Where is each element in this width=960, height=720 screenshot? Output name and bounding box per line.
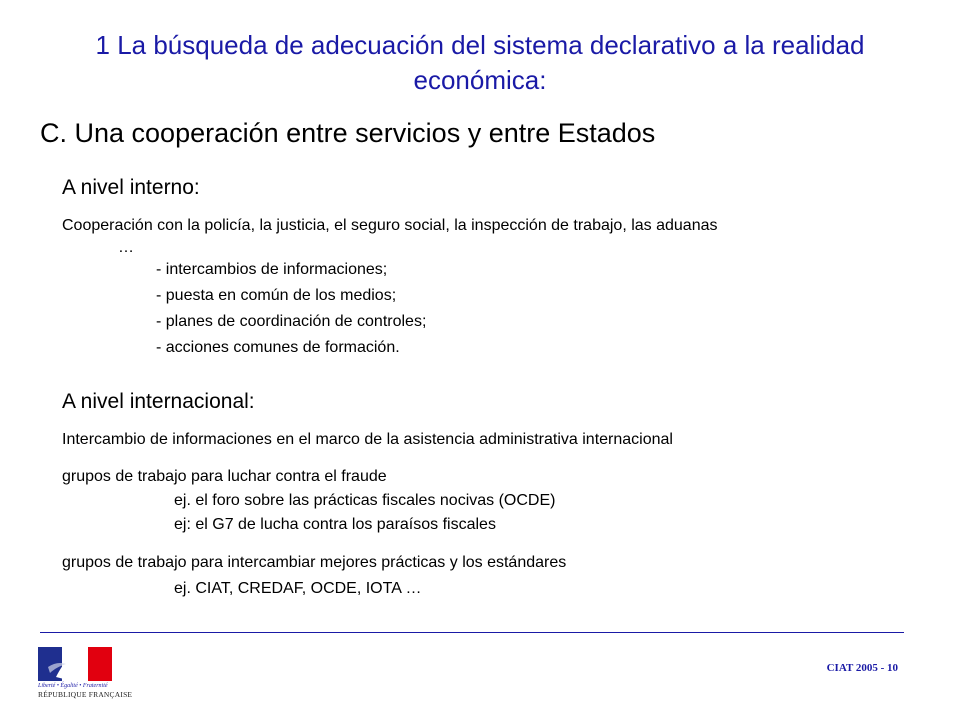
internal-item: - acciones comunes de formación. <box>156 339 400 356</box>
slide-code: CIAT 2005 - 10 <box>826 662 898 674</box>
footer-divider <box>40 632 904 633</box>
marianne-flag-icon <box>38 647 112 681</box>
logo-name: RÉPUBLIQUE FRANÇAISE <box>38 690 133 699</box>
example-item: ej. CIAT, CREDAF, OCDE, IOTA … <box>174 580 422 597</box>
international-line: Intercambio de informaciones en el marco de la asistencia administrativa internacional <box>62 431 673 448</box>
logo-motto: Liberté • Égalité • Fraternité <box>38 683 108 689</box>
example-item: ej: el G7 de lucha contra los paraísos fiscales <box>174 516 496 533</box>
internal-item: - planes de coordinación de controles; <box>156 313 427 330</box>
slide-title: 1 La búsqueda de adecuación del sistema declarativo a la realidad económica: <box>95 30 865 95</box>
internal-ellipsis: … <box>118 239 134 256</box>
republique-francaise-logo <box>38 647 133 699</box>
working-groups-fraud: grupos de trabajo para luchar contra el fraude <box>62 468 387 485</box>
internal-heading: A nivel interno: <box>62 176 200 199</box>
slide-subtitle: C. Una cooperación entre servicios y entre Estados <box>40 118 656 148</box>
internal-item: - intercambios de informaciones; <box>156 261 388 278</box>
international-heading: A nivel internacional: <box>62 390 255 413</box>
internal-item: - puesta en común de los medios; <box>156 287 397 304</box>
working-groups-practices: grupos de trabajo para intercambiar mejores prácticas y los estándares <box>62 554 567 571</box>
internal-intro: Cooperación con la policía, la justicia, el seguro social, la inspección de trabajo, las aduanas <box>62 217 718 234</box>
example-item: ej. el foro sobre las prácticas fiscales nocivas (OCDE) <box>174 492 556 509</box>
